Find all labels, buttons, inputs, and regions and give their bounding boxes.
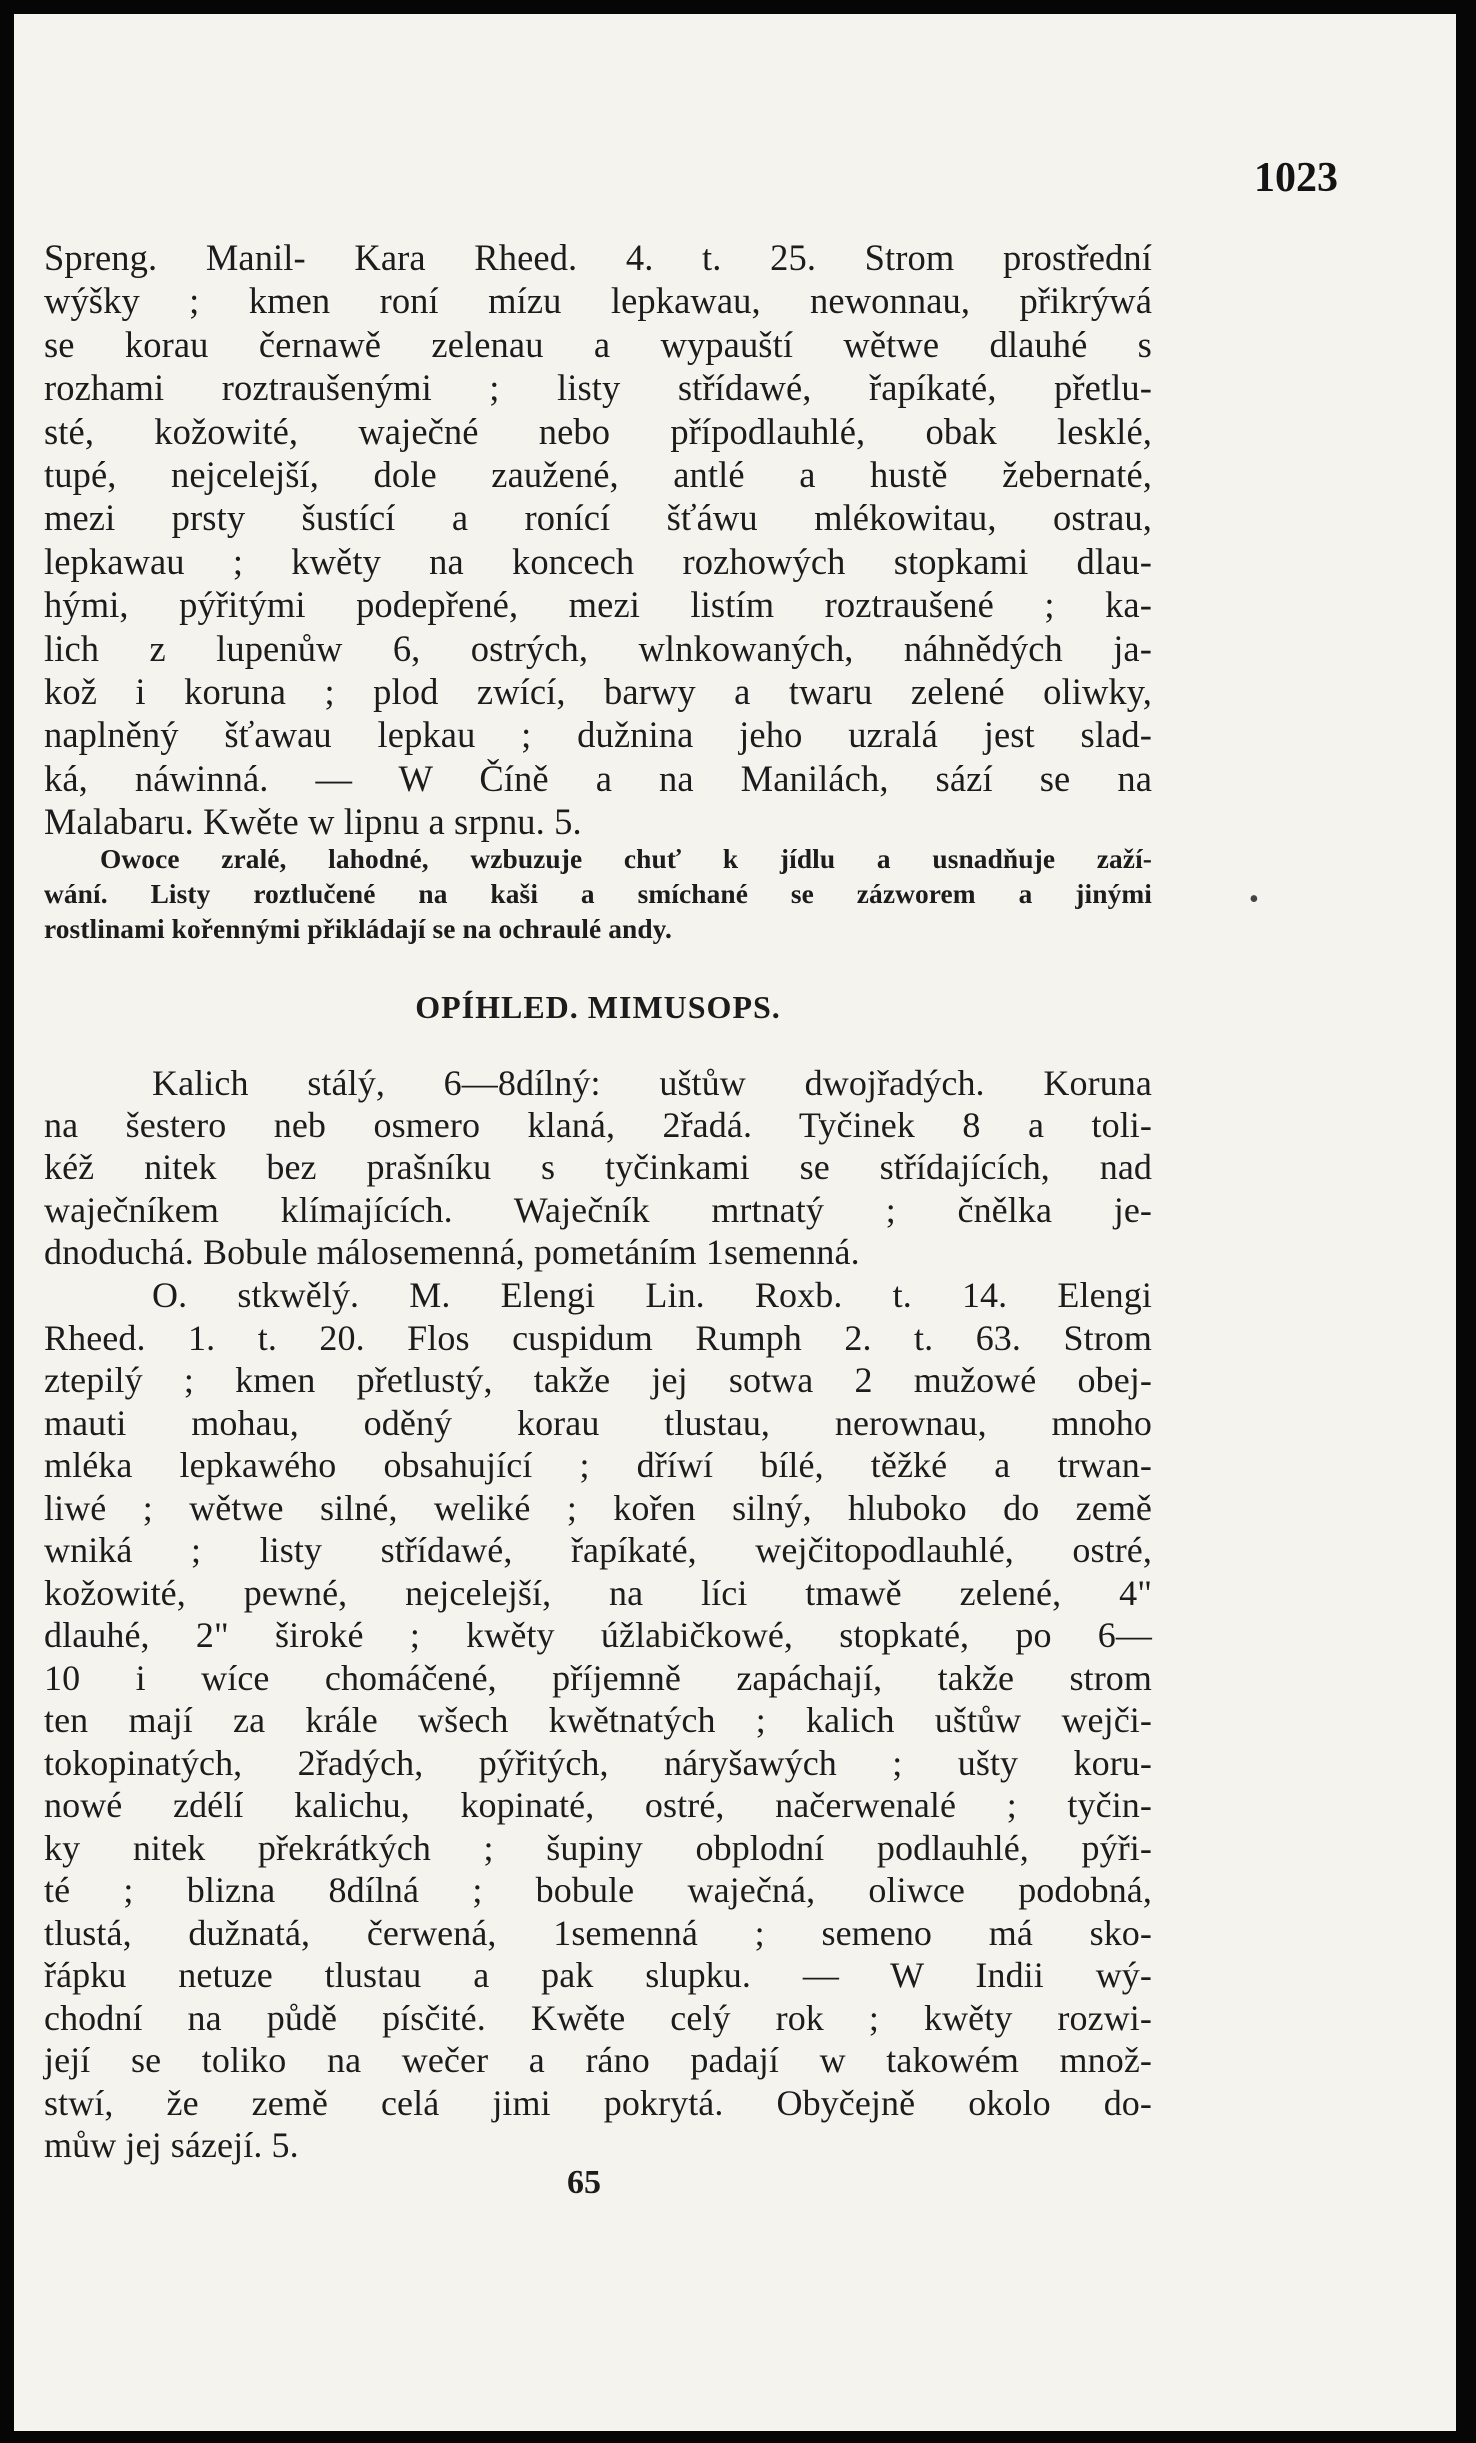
text-line: lepkawau ; kwěty na koncech rozhowých stopkami dlau- [44, 540, 1152, 582]
text-line: O. stkwělý. M. Elengi Lin. Roxb. t. 14. Elengi [152, 1275, 1152, 1315]
text-line: tokopinatých, 2řadých, pýřitých, náryšawých ; ušty koru- [44, 1742, 1152, 1783]
text-line: té ; blizna 8dílná ; bobule waječná, oliwce podobná, [44, 1870, 1152, 1910]
text-line: kéž nitek bez prašníku s tyčinkami se střídajících, nad [44, 1147, 1152, 1188]
text-line: mezi prsty šustící a ronící šťáwu mlékowitau, ostrau, [44, 497, 1152, 539]
text-line: chodní na půdě písčité. Kwěte celý rok ; kwěty rozwi- [44, 1997, 1152, 2038]
text-line: rozhami roztraušenými ; listy střídawé, řapíkaté, přetlu- [44, 367, 1152, 409]
text-line: její se toliko na wečer a ráno padají w takowém množ- [44, 2040, 1152, 2080]
text-line: řápku netuze tlustau a pak slupku. — W Indii wý- [44, 1955, 1152, 1995]
text-line: mauti mohau, oděný korau tlustau, nerownau, mnoho [44, 1402, 1152, 1443]
text-line: dnoduchá. Bobule málosemenná, pometáním 1semenná. [44, 1231, 860, 1272]
text-line: hými, pýřitými podepřené, mezi listím roztraušené ; ka- [44, 584, 1152, 626]
text-line: Rheed. 1. t. 20. Flos cuspidum Rumph 2. t. 63. Strom [44, 1317, 1152, 1358]
text-line: mléka lepkawého obsahující ; dříwí bílé, těžké a trwan- [44, 1445, 1152, 1485]
text-line: wýšky ; kmen roní mízu lepkawau, newonnau, přikrýwá [44, 280, 1152, 322]
text-line: tupé, nejcelejší, dole zaužené, antlé a hustě žebernaté, [44, 454, 1152, 496]
text-line: Kalich stálý, 6—8dílný: uštůw dwojřadých. Koruna [152, 1063, 1152, 1103]
section-heading: OPÍHLED. MIMUSOPS. [415, 989, 781, 1025]
text-line: kož i koruna ; plod zwící, barwy a twaru zelené oliwky, [44, 671, 1152, 713]
text-line: ztepilý ; kmen přetlustý, takže jej sotwa 2 mužowé obej- [44, 1360, 1152, 1400]
paragraph-genus-description [44, 1062, 1152, 1273]
text-line: stwí, že země celá jimi pokrytá. Obyčejně okolo do- [44, 2082, 1152, 2123]
text-line: se korau černawě zelenau a wypauští wětwe dlauhé s [44, 323, 1152, 365]
note-line: Owoce zralé, lahodné, wzbuzuje chuť k jídlu a usnadňuje zaží- [100, 844, 1152, 874]
text-line: ten mají za krále wšech kwětnatých ; kalich uštůw wejči- [44, 1700, 1152, 1740]
text-line: na šestero neb osmero klaná, 2řadá. Tyčinek 8 a toli- [44, 1105, 1152, 1146]
note-paragraph [44, 842, 1152, 947]
text-line: můw jej sázejí. 5. [44, 2125, 299, 2165]
page-number: 1023 [1254, 155, 1338, 201]
text-line: Malabaru. Kwěte w lipnu a srpnu. 5. [44, 801, 582, 843]
text-line: naplněný šťawau lepkau ; dužnina jeho uzralá jest slad- [44, 714, 1152, 756]
paragraph-species-description [44, 1274, 1152, 2167]
text-line: dlauhé, 2" široké ; kwěty úžlabičkowé, stopkaté, po 6— [44, 1615, 1152, 1655]
text-line: tlustá, dužnatá, čerwená, 1semenná ; semeno má sko- [44, 1912, 1152, 1953]
note-line: rostlinami kořennými přikládají se na ochraulé andy. [44, 914, 672, 944]
note-line: wání. Listy roztlučené na kaši a smíchané se zázworem a jinými [44, 879, 1152, 909]
printer-signature: 65 [567, 2164, 601, 2201]
paragraph-manilkara [44, 236, 1152, 844]
text-line: ky nitek překrátkých ; šupiny obplodní podlauhlé, pýři- [44, 1827, 1152, 1868]
text-line: kožowité, pewné, nejcelejší, na líci tmawě zelené, 4" [44, 1572, 1152, 1613]
text-line: ká, náwinná. — W Číně a na Manilách, sází se na [44, 757, 1152, 799]
text-line: waječníkem klímajících. Waječník mrtnatý ; čnělka je- [44, 1189, 1152, 1230]
margin-mark: • [1249, 884, 1259, 915]
text-line: liwé ; wětwe silné, weliké ; kořen silný, hluboko do země [44, 1487, 1152, 1528]
text-line: sté, kožowité, waječné nebo přípodlauhlé, obak lesklé, [44, 410, 1152, 452]
text-line: wniká ; listy střídawé, řapíkaté, wejčitopodlauhlé, ostré, [44, 1530, 1152, 1570]
text-line: 10 i wíce chomáčené, příjemně zapáchají, takže strom [44, 1657, 1152, 1698]
text-line: Spreng. Manil- Kara Rheed. 4. t. 25. Strom prostřední [44, 237, 1152, 278]
book-page [14, 14, 1456, 2431]
text-line: lich z lupenůw 6, ostrých, wlnkowaných, náhnědých ja- [44, 627, 1152, 669]
text-line: nowé zdélí kalichu, kopinaté, ostré, načerwenalé ; tyčin- [44, 1785, 1152, 1825]
